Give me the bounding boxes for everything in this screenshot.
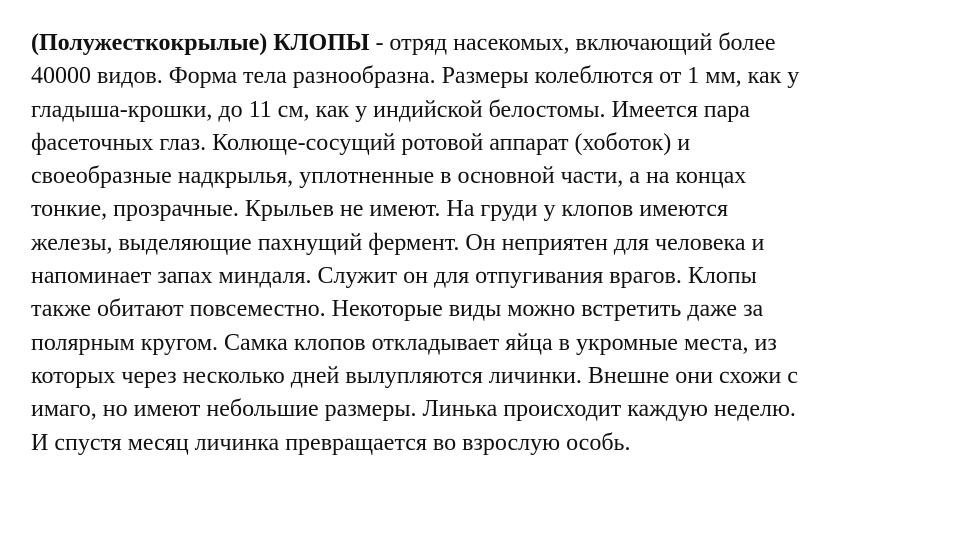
paragraph-line-9: также обитают повсеместно. Некоторые виды можно встретить даже за — [31, 296, 764, 323]
paragraph-line-11: которых через несколько дней вылупляются личинки. Внешне они схожи с — [31, 362, 798, 389]
paragraph-line-3: гладыша-крошки, до 11 см, как у индийской белостомы. Имеется пара — [31, 96, 750, 123]
paragraph-line-6: тонкие, прозрачные. Крыльев не имеют. На груди у клопов имеются — [31, 196, 729, 223]
paragraph-line-5: своеобразные надкрылья, уплотненные в основной части, а на концах — [31, 163, 747, 190]
paragraph-line-12: имаго, но имеют небольшие размеры. Линька происходит каждую неделю. — [31, 396, 796, 423]
paragraph-line-7: железы, выделяющие пахнущий фермент. Он неприятен для человека и — [31, 229, 765, 256]
paragraph-line-1 — [31, 27, 936, 60]
paragraph-line-2: 40000 видов. Форма тела разнообразна. Размеры колеблются от 1 мм, как у — [31, 63, 800, 90]
term-heading: (Полужесткокрылые) КЛОПЫ — [31, 30, 370, 56]
paragraph-line-13: И спустя месяц личинка превращается во взрослую особь. — [31, 429, 631, 456]
paragraph-line-10: полярным кругом. Самка клопов откладывает яйца в укромные места, из — [31, 329, 777, 356]
paragraph-line-text: - отряд насекомых, включающий более — [369, 30, 776, 56]
paragraph-line-4: фасеточных глаз. Колюще-сосущий ротовой аппарат (хоботок) и — [31, 129, 691, 156]
paragraph-line-8: напоминает запах миндаля. Служит он для отпугивания врагов. Клопы — [31, 263, 757, 290]
description-paragraph — [31, 27, 936, 460]
